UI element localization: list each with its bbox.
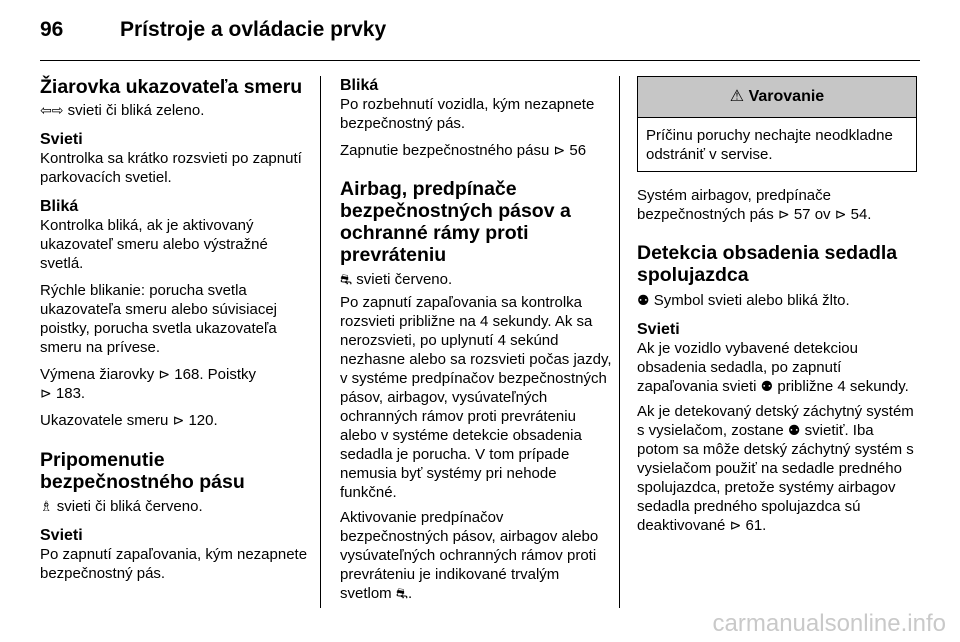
page-ref-arrow-icon: ⊳ xyxy=(553,142,566,158)
occupancy-p2-text: Ak je detekovaný detský záchytný systém s vysielačom, zostane xyxy=(637,403,914,439)
turn-signal-svieti-text: Kontrolka sa krátko rozsvieti po zapnutí parkovacích svetiel. xyxy=(40,150,302,186)
seatbelt-fastening-ref xyxy=(340,141,612,160)
column-divider-1 xyxy=(320,76,321,608)
section-title-seatbelt-reminder: Pripomenutie bezpečnostného pásu xyxy=(40,449,245,493)
subheading-svieti: Svieti xyxy=(40,527,83,544)
column-2 xyxy=(340,76,612,603)
watermark[interactable]: carmanualsonline.info xyxy=(712,610,946,637)
occupancy-icon: ⚉ xyxy=(787,422,801,438)
section-title-turn-signal: Žiarovka ukazovateľa smeru xyxy=(40,76,303,98)
column-divider-2 xyxy=(619,76,620,608)
page-header xyxy=(40,18,920,48)
warning-box xyxy=(637,76,917,172)
airbag-icon: ⛐ xyxy=(395,585,408,601)
seatbelt-fastening-label: Zapnutie bezpečnostného pásu xyxy=(340,142,550,159)
seatbelt-fastening-page[interactable]: 56 xyxy=(569,142,587,159)
occupancy-icon: ⚉ xyxy=(637,292,650,308)
page-ref-arrow-icon: ⊳ xyxy=(777,206,790,222)
subheading-blika: Bliká xyxy=(340,77,379,94)
airbag-system-label: Systém airbagov, predpínače bezpečnostných pás xyxy=(637,187,831,223)
section-title-occupancy: Detekcia obsadenia sedadla spolujazdca xyxy=(637,242,898,286)
subheading-svieti: Svieti xyxy=(40,131,83,148)
airbag-system-page-57[interactable]: 57 ov xyxy=(793,206,831,223)
turn-signal-fast-blink-text: Rýchle blikanie: porucha svetla ukazovateľa smeru alebo súvisiacej poistky, porucha svetla ukazovateľa smeru na prívese. xyxy=(40,282,277,356)
airbag-activation-text: Aktivovanie predpínačov bezpečnostných pásov, airbagov alebo vysúvateľných ochranných rámov proti prevráteniu je indikované trvalým svetlom xyxy=(340,509,599,602)
warning-icon: ⚠ xyxy=(729,88,745,105)
page-ref-arrow-icon: ⊳ xyxy=(158,366,171,382)
airbag-intro: svieti červeno. xyxy=(356,271,453,288)
page-number: 96 xyxy=(40,18,64,41)
warning-title: Varovanie xyxy=(748,88,825,105)
occupancy-paragraph-1 xyxy=(637,339,917,396)
warning-text: Príčinu poruchy nechajte neodkladne odstrániť v servise. xyxy=(646,127,893,163)
sentence-end: . xyxy=(407,585,413,602)
airbag-paragraph-2 xyxy=(340,508,612,603)
fuses-page[interactable]: 183. xyxy=(55,385,86,402)
bulb-replacement-page[interactable]: 168. Poistky xyxy=(174,366,257,383)
column-1 xyxy=(40,76,308,583)
bulb-replacement-label: Výmena žiarovky xyxy=(40,366,155,383)
page-ref-arrow-icon: ⊳ xyxy=(172,412,185,428)
turn-signals-ref xyxy=(40,411,308,430)
turn-signals-page[interactable]: 120. xyxy=(188,412,218,429)
subheading-svieti: Svieti xyxy=(637,321,680,338)
occupancy-p2-middle: svietiť. Iba potom sa môže detský záchytný systém s vysielačom použiť na sedadle predného spolujazdca, pretože systémy airbagov sedadla predného spolujazdca sú deaktivované xyxy=(637,422,914,534)
page-ref-arrow-icon: ⊳ xyxy=(40,385,52,401)
occupancy-paragraph-2 xyxy=(637,402,917,535)
turn-signal-blika-text: Kontrolka bliká, ak je aktivovaný ukazovateľ smeru alebo výstražné svetlá. xyxy=(40,217,268,272)
airbag-system-ref xyxy=(637,186,917,224)
subheading-blika: Bliká xyxy=(40,198,79,215)
occupancy-intro: Symbol svieti alebo bliká žlto. xyxy=(653,292,850,309)
seatbelt-blika-text: Po rozbehnutí vozidla, kým nezapnete bezpečnostný pás. xyxy=(340,96,595,132)
bulb-replacement-text xyxy=(40,365,308,403)
occupancy-p1-end: približne 4 sekundy. xyxy=(777,378,909,395)
seatbelt-reminder-icon: ♗ xyxy=(40,498,53,514)
page-title: Prístroje a ovládacie prvky xyxy=(120,18,387,41)
header-divider xyxy=(40,60,920,61)
page-ref-arrow-icon: ⊳ xyxy=(729,517,742,533)
seatbelt-svieti-text: Po zapnutí zapaľovania, kým nezapnete bezpečnostný pás. xyxy=(40,546,308,582)
turn-signals-ref-label: Ukazovatele smeru xyxy=(40,412,169,429)
airbag-paragraph-1: Po zapnutí zapaľovania sa kontrolka rozsvieti približne na 4 sekundy. Ak sa nerozsvieti, po uplynutí 4 sekúnd nezhasne alebo sa rozsvieti počas jazdy, v systéme predpínačov bezpečnostných pásov, airbagov, vysúvateľných ochranných rámov proti prevráteniu alebo v systéme detekcie obsadenia sedadla je porucha. V tom prípade nemusia byť systémy pri nehode funkčné. xyxy=(340,294,612,501)
column-3 xyxy=(637,76,917,535)
occupancy-p1-text: Ak je vozidlo vybavené detekciou obsadenia sedadla, po zapnutí zapaľovania svieti xyxy=(637,340,858,395)
occupancy-icon: ⚉ xyxy=(760,378,774,394)
warning-header xyxy=(638,77,916,118)
turn-signal-icon: ⇦⇨ xyxy=(40,102,64,118)
page-ref-arrow-icon: ⊳ xyxy=(834,206,847,222)
airbag-system-page-54[interactable]: 54. xyxy=(850,206,872,223)
turn-signal-intro: svieti či bliká zeleno. xyxy=(67,102,205,119)
airbag-icon: ⛐ xyxy=(340,271,353,287)
seatbelt-reminder-intro: svieti či bliká červeno. xyxy=(56,498,203,515)
occupancy-page[interactable]: 61. xyxy=(745,517,767,534)
section-title-airbag: Airbag, predpínače bezpečnostných pásov a ochranné rámy proti prevráteniu xyxy=(340,178,571,266)
